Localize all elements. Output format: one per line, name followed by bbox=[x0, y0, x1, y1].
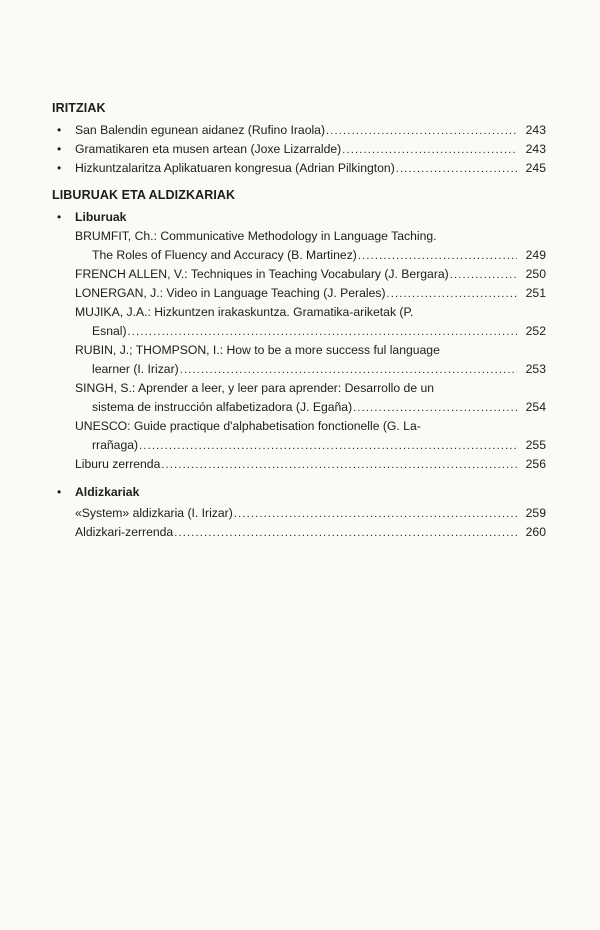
entry-title-line1: SINGH, S.: Aprender a leer, y leer para aprender: Desarrollo de un bbox=[75, 381, 435, 395]
toc-entry bbox=[75, 121, 546, 140]
entry-title-line2: learner (I. Irizar) bbox=[92, 362, 179, 376]
bullet-icon: • bbox=[57, 161, 62, 175]
toc-entry bbox=[92, 246, 546, 265]
toc-row bbox=[0, 121, 600, 139]
dot-leader bbox=[174, 524, 517, 542]
page-number: 252 bbox=[525, 324, 546, 338]
subsection-heading-aldizkariak: Aldizkariak bbox=[75, 485, 140, 499]
toc-entry bbox=[92, 322, 546, 341]
entry-title-line2: The Roles of Fluency and Accuracy (B. Martinez) bbox=[92, 248, 357, 262]
entry-title: LONERGAN, J.: Video in Language Teaching (J. Perales) bbox=[75, 286, 386, 300]
section-heading-iritziak: IRITZIAK bbox=[52, 101, 106, 115]
dot-leader bbox=[387, 285, 518, 303]
bullet-icon: • bbox=[57, 485, 62, 499]
page-number: 259 bbox=[525, 506, 546, 520]
toc-row bbox=[0, 341, 600, 359]
entry-title: «System» aldizkaria (I. Irizar) bbox=[75, 506, 233, 520]
toc-entry bbox=[92, 436, 546, 455]
toc-entry bbox=[75, 455, 546, 474]
entry-title: Liburu zerrenda bbox=[75, 457, 161, 471]
toc-entry bbox=[75, 523, 546, 542]
page-number: 245 bbox=[525, 161, 546, 175]
entry-title-line1: MUJIKA, J.A.: Hizkuntzen irakaskuntza. Gramatika-ariketak (P. bbox=[75, 305, 414, 319]
toc-row bbox=[0, 246, 600, 264]
page-number: 255 bbox=[525, 438, 546, 452]
toc-row bbox=[0, 140, 600, 158]
toc-entry bbox=[75, 284, 546, 303]
entry-title-line2: rrañaga) bbox=[92, 438, 139, 452]
entry-title: San Balendin egunean aidanez (Rufino Iraola) bbox=[75, 123, 326, 137]
toc-row bbox=[0, 455, 600, 473]
toc-row bbox=[0, 360, 600, 378]
dot-leader bbox=[180, 361, 517, 379]
entry-title: Hizkuntzalaritza Aplikatuaren kongresua (Adrian Pilkington) bbox=[75, 161, 395, 175]
dot-leader bbox=[353, 399, 517, 417]
toc-entry bbox=[92, 398, 546, 417]
toc-row bbox=[0, 417, 600, 435]
subsection-heading-row bbox=[0, 483, 600, 501]
subsection-heading-liburuak: Liburuak bbox=[75, 210, 127, 224]
entry-title-line1: RUBIN, J.; THOMPSON, I.: How to be a more success ful language bbox=[75, 343, 440, 357]
page-number: 251 bbox=[525, 286, 546, 300]
toc-row bbox=[0, 303, 600, 321]
toc-row bbox=[0, 398, 600, 416]
toc-entry bbox=[92, 360, 546, 379]
toc-entry bbox=[75, 504, 546, 523]
page-number: 243 bbox=[525, 142, 546, 156]
dot-leader bbox=[139, 437, 517, 455]
page-number: 254 bbox=[525, 400, 546, 414]
toc-entry bbox=[75, 140, 546, 159]
toc-row bbox=[0, 322, 600, 340]
page-number: 243 bbox=[525, 123, 546, 137]
dot-leader bbox=[450, 266, 517, 284]
dot-leader bbox=[161, 456, 517, 474]
subsection-heading-row bbox=[0, 208, 600, 226]
dot-leader bbox=[234, 505, 517, 523]
toc-row bbox=[0, 436, 600, 454]
entry-title: FRENCH ALLEN, V.: Techniques in Teaching Vocabulary (J. Bergara) bbox=[75, 267, 449, 281]
toc-row bbox=[0, 504, 600, 522]
toc-row bbox=[0, 379, 600, 397]
entry-title-line2: Esnal) bbox=[92, 324, 127, 338]
entry-title: Gramatikaren eta musen artean (Joxe Lizarralde) bbox=[75, 142, 342, 156]
toc-row bbox=[0, 159, 600, 177]
bullet-icon: • bbox=[57, 142, 62, 156]
dot-leader bbox=[128, 323, 517, 341]
toc-entry bbox=[75, 159, 546, 178]
bullet-icon: • bbox=[57, 210, 62, 224]
section-heading-liburuak-eta-aldizkariak: LIBURUAK ETA ALDIZKARIAK bbox=[52, 188, 236, 202]
dot-leader bbox=[326, 122, 517, 140]
page-number: 250 bbox=[525, 267, 546, 281]
page-number: 253 bbox=[525, 362, 546, 376]
toc-row bbox=[0, 265, 600, 283]
dot-leader bbox=[342, 141, 517, 159]
toc-row bbox=[0, 227, 600, 245]
page-number: 249 bbox=[525, 248, 546, 262]
toc-row bbox=[0, 523, 600, 541]
entry-title-line2: sistema de instrucción alfabetizadora (J. Egaña) bbox=[92, 400, 353, 414]
page-number: 260 bbox=[525, 525, 546, 539]
toc-row bbox=[0, 284, 600, 302]
dot-leader bbox=[396, 160, 517, 178]
entry-title-line1: UNESCO: Guide practique d'alphabetisation fonctionelle (G. La- bbox=[75, 419, 421, 433]
dot-leader bbox=[358, 247, 517, 265]
page-number: 256 bbox=[525, 457, 546, 471]
entry-title: Aldizkari-zerrenda bbox=[75, 525, 174, 539]
toc-entry bbox=[75, 265, 546, 284]
bullet-icon: • bbox=[57, 123, 62, 137]
entry-title-line1: BRUMFIT, Ch.: Communicative Methodology in Language Taching. bbox=[75, 229, 437, 243]
